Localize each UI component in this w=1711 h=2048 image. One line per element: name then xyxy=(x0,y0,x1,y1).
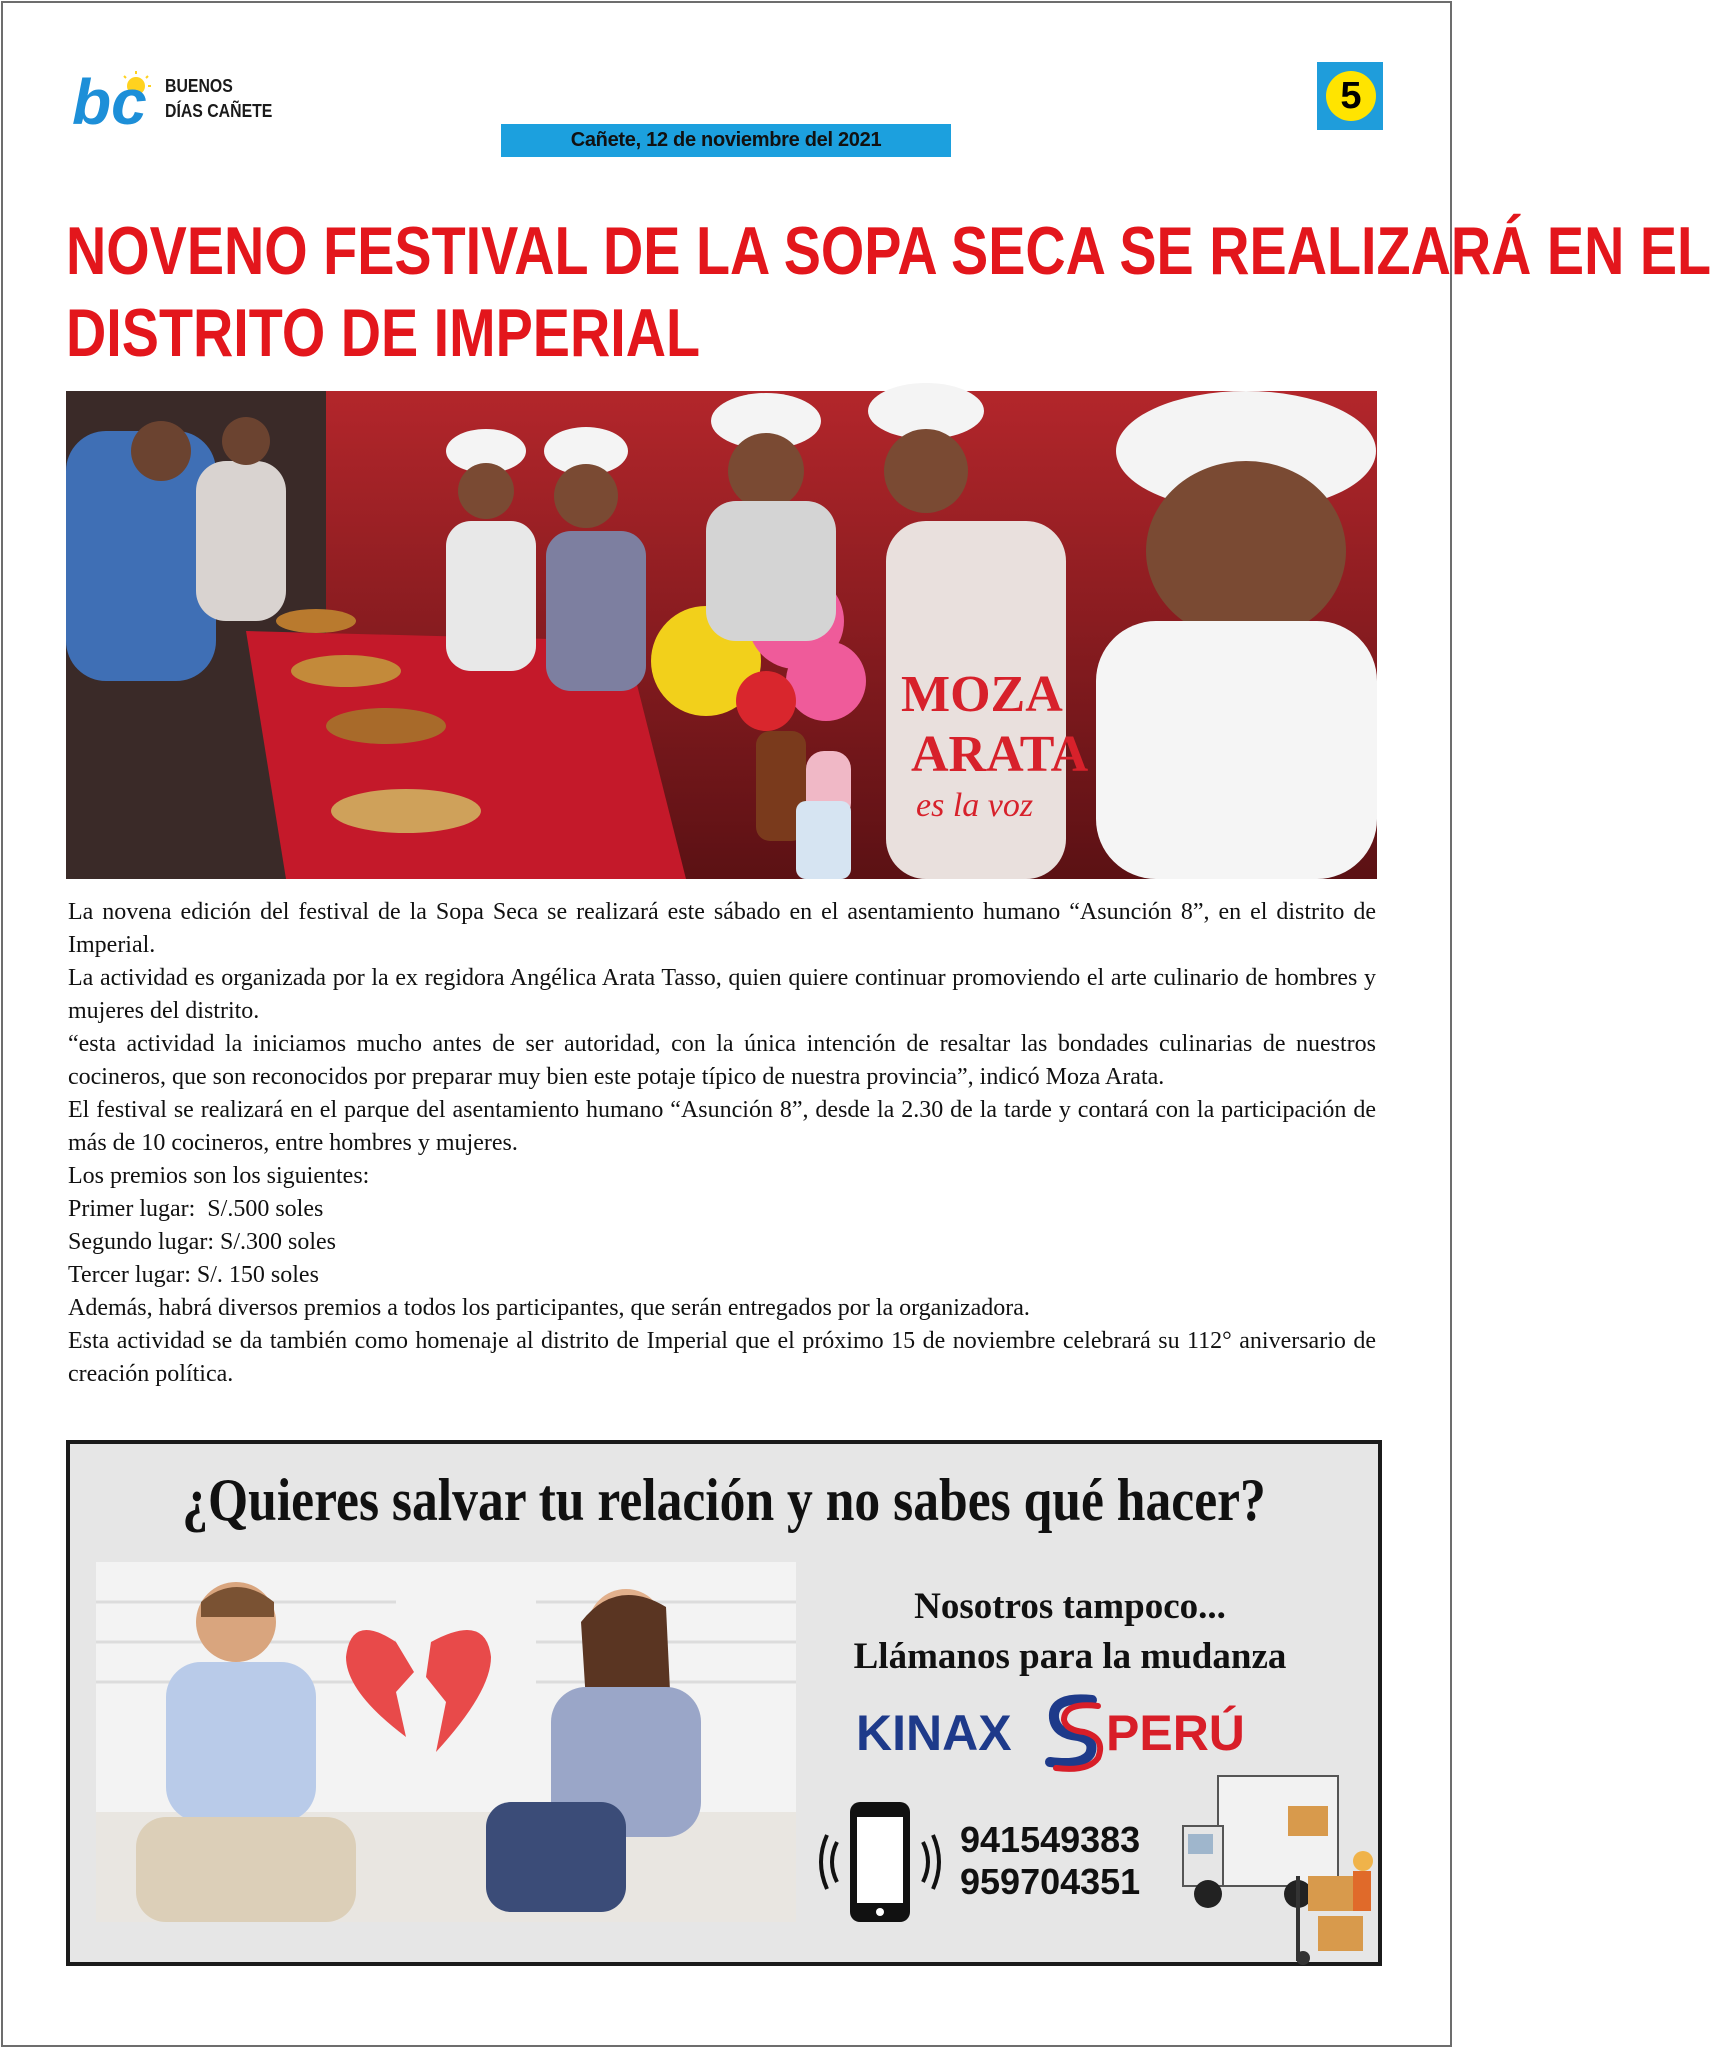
ad-title: ¿Quieres salvar tu relación y no sabes qué hacer? xyxy=(182,1467,1266,1533)
brand-name-left: KINAX xyxy=(856,1705,1012,1761)
headline-line-1: NOVENO FESTIVAL DE LA SOPA SECA SE REALIZARÁ EN EL xyxy=(66,213,1711,289)
prize-second: Segundo lugar: S/.300 soles xyxy=(68,1229,336,1255)
page-number-badge xyxy=(1317,62,1383,130)
paragraph-extra-prizes: Además, habrá diversos premios a todos los participantes, que serán entregados por la organizadora. xyxy=(68,1295,1030,1321)
brand-name-right: PERÚ xyxy=(1106,1705,1245,1761)
page-number: 5 xyxy=(1340,75,1362,117)
moving-company-ad xyxy=(66,1440,1382,1966)
moving-truck-icon xyxy=(1178,1766,1378,1966)
headline-line-2: DISTRITO DE IMPERIAL xyxy=(66,295,701,371)
phone-number-1: 941549383 xyxy=(960,1819,1141,1860)
issue-date: Cañete, 12 de noviembre del 2021 xyxy=(501,124,951,157)
apron-text-1: MOZA xyxy=(901,666,1063,723)
phone-number-2: 959704351 xyxy=(960,1861,1141,1902)
prizes-intro: Los premios son los siguientes: xyxy=(68,1163,370,1189)
prize-first: Primer lugar: S/.500 soles xyxy=(68,1196,324,1222)
slogan-line-2: Llámanos para la mudanza xyxy=(853,1636,1287,1677)
newspaper-brand xyxy=(165,74,272,124)
paragraph-organizer: La actividad es organizada por la ex regidora Angélica Arata Tasso, quien quiere continuar promoviendo el arte culinario de hombres y mujeres del distrito. xyxy=(68,965,1376,1024)
brand-line-1: BUENOS xyxy=(165,76,233,96)
prize-third: Tercer lugar: S/. 150 soles xyxy=(68,1262,319,1288)
paragraph-venue: El festival se realizará en el parque del asentamiento humano “Asunción 8”, desde la 2.30 de la tarde y contará con la participación de más de 10 cocineros, entre hombres y mujeres. xyxy=(68,1097,1376,1156)
svg-text:bc: bc xyxy=(72,66,147,138)
slogan-line-1: Nosotros tampoco... xyxy=(914,1586,1226,1627)
kinax-s-logo-icon xyxy=(1042,1692,1106,1772)
apron-text-2: ARATA xyxy=(911,726,1089,783)
festival-photo xyxy=(66,391,1377,879)
paragraph-intro: La novena edición del festival de la Sopa Seca se realizará este sábado en el asentamiento humano “Asunción 8”, en el distrito de Imperial. xyxy=(68,899,1376,958)
newspaper-logo xyxy=(70,66,160,138)
mobile-phone-icon xyxy=(815,1797,945,1927)
article-headline xyxy=(66,210,1711,374)
phone-numbers xyxy=(960,1819,1140,1903)
ad-slogan xyxy=(765,1582,1375,1682)
couple-photo xyxy=(96,1562,796,1922)
brand-line-2: DÍAS CAÑETE xyxy=(165,101,273,121)
paragraph-quote: “esta actividad la iniciamos mucho antes de ser autoridad, con la única intención de resaltar las bondades culinarias de nuestros cocineros, que son reconocidos por preparar muy bien este potaje típico de nuestra provincia”, indicó Moza Arata. xyxy=(68,1031,1376,1090)
article-body xyxy=(68,896,1376,1391)
apron-text-3: es la voz xyxy=(916,787,1034,824)
paragraph-anniversary: Esta actividad se da también como homenaje al distrito de Imperial que el próximo 15 de noviembre celebrará su 112° aniversario de creación política. xyxy=(68,1328,1376,1387)
kinax-peru-brand xyxy=(856,1690,1276,1770)
